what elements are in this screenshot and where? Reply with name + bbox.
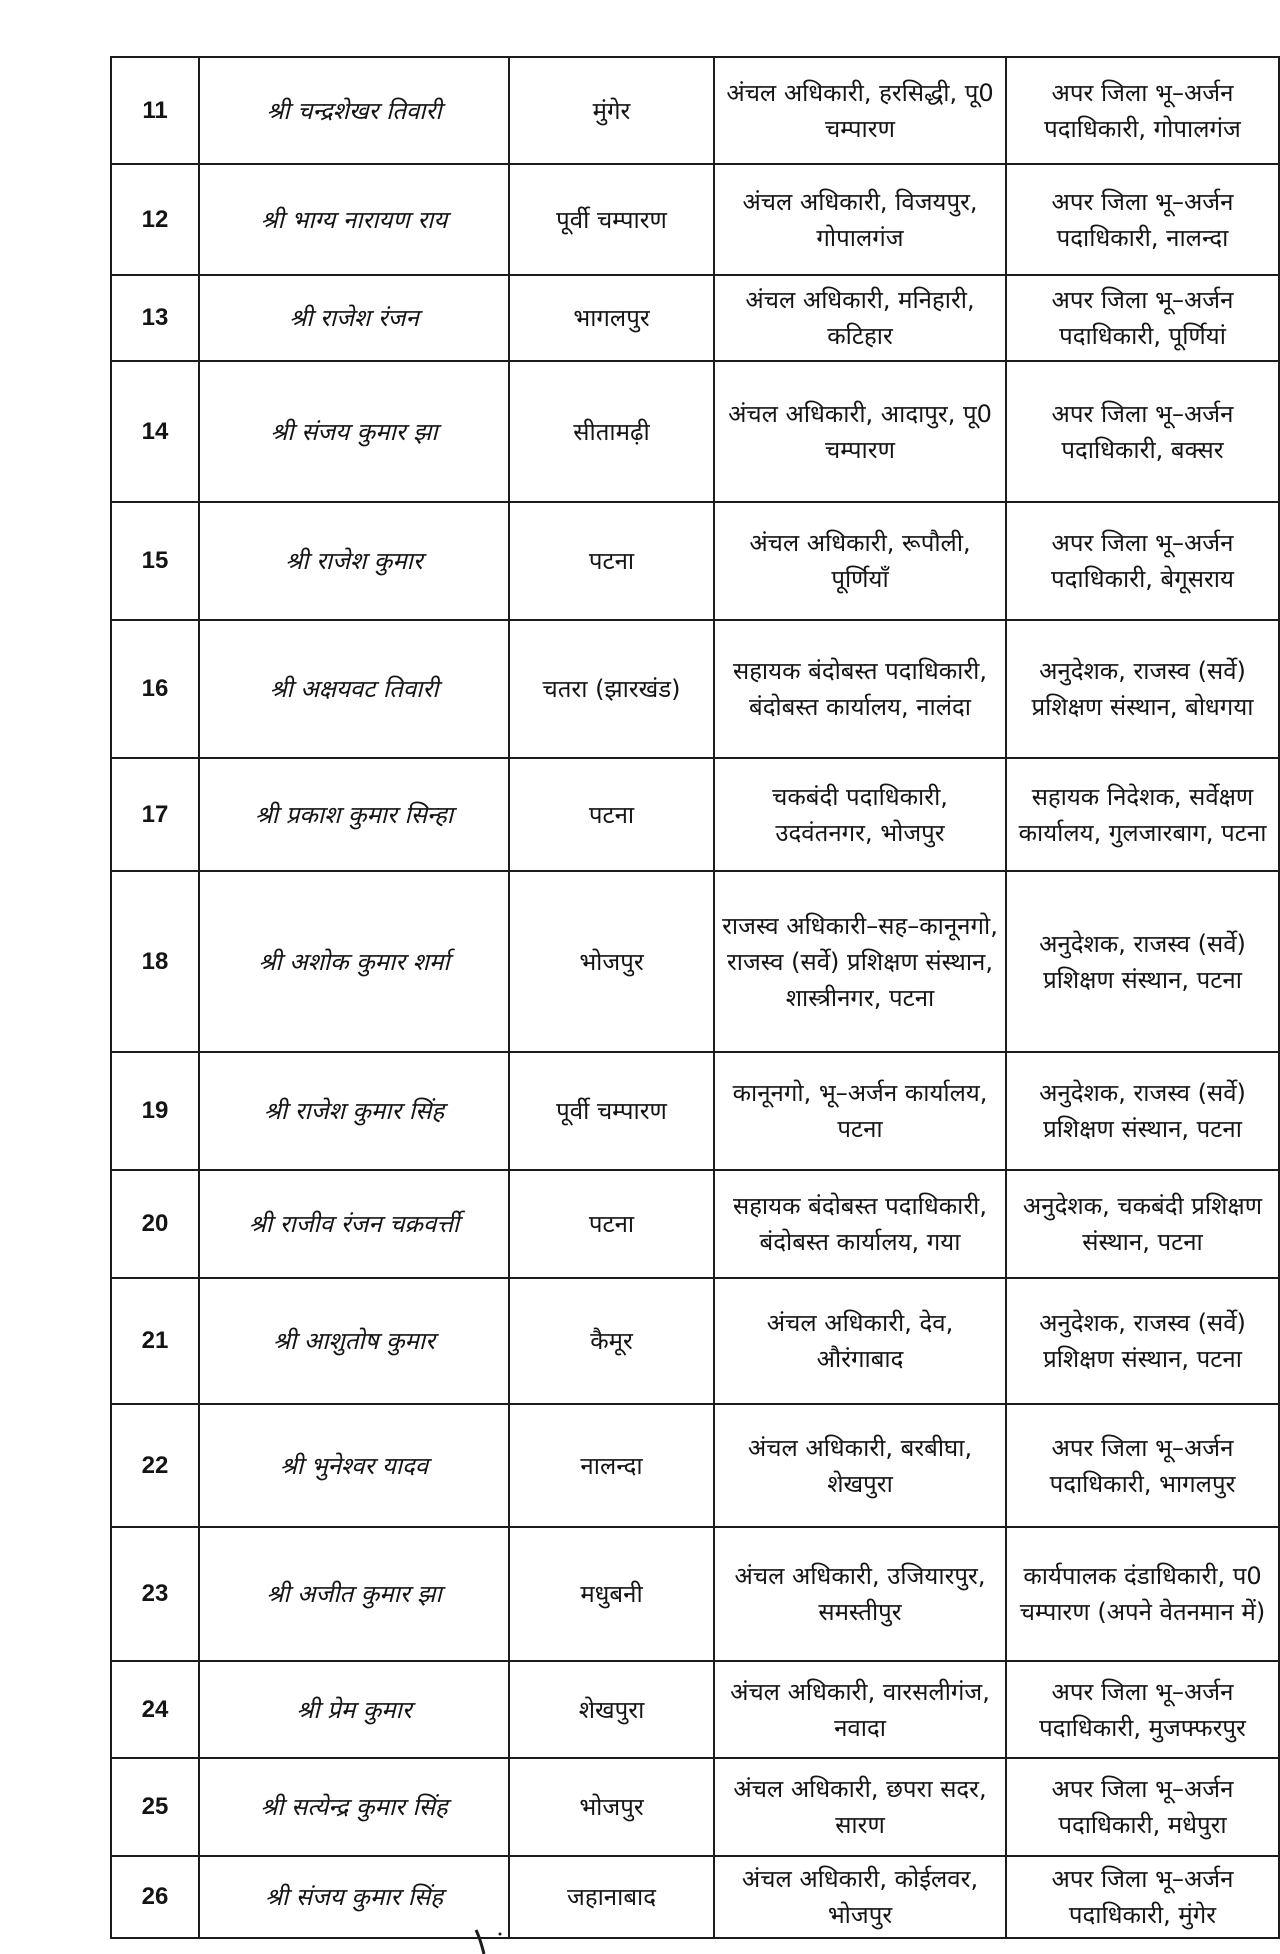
- table-body: [111, 57, 1279, 1938]
- officer-name-cell: श्री राजेश रंजन: [199, 275, 509, 361]
- officer-name-cell: श्री राजेश कुमार: [199, 502, 509, 620]
- transfer-posting-table: [110, 56, 1280, 1939]
- current-posting-cell: अंचल अधिकारी, उजियारपुर, समस्तीपुर: [714, 1527, 1006, 1661]
- officer-name-cell: श्री प्रकाश कुमार सिन्हा: [199, 758, 509, 871]
- current-posting-cell: सहायक बंदोबस्त पदाधिकारी, बंदोबस्त कार्यालय, नालंदा: [714, 620, 1006, 758]
- current-posting-cell: अंचल अधिकारी, मनिहारी, कटिहार: [714, 275, 1006, 361]
- new-posting-cell: अपर जिला भू–अर्जन पदाधिकारी, नालन्दा: [1006, 164, 1279, 275]
- officer-name-cell: श्री संजय कुमार झा: [199, 361, 509, 502]
- current-posting-cell: चकबंदी पदाधिकारी, उदवंतनगर, भोजपुर: [714, 758, 1006, 871]
- officer-name-cell: श्री अशोक कुमार शर्मा: [199, 871, 509, 1052]
- home-district-cell: मुंगेर: [509, 57, 714, 164]
- home-district-cell: पटना: [509, 502, 714, 620]
- table-row: [111, 57, 1279, 164]
- table-row: [111, 275, 1279, 361]
- home-district-cell: कैमूर: [509, 1278, 714, 1404]
- serial-number-cell: 15: [111, 502, 199, 620]
- home-district-cell: नालन्दा: [509, 1404, 714, 1527]
- current-posting-cell: कानूनगो, भू–अर्जन कार्यालय, पटना: [714, 1052, 1006, 1170]
- table-row: [111, 758, 1279, 871]
- home-district-cell: पूर्वी चम्पारण: [509, 1052, 714, 1170]
- new-posting-cell: अनुदेशक, राजस्व (सर्वे) प्रशिक्षण संस्थान, बोधगया: [1006, 620, 1279, 758]
- home-district-cell: भागलपुर: [509, 275, 714, 361]
- current-posting-cell: अंचल अधिकारी, आदापुर, पू0 चम्पारण: [714, 361, 1006, 502]
- officer-name-cell: श्री संजय कुमार सिंह: [199, 1856, 509, 1938]
- serial-number-cell: 12: [111, 164, 199, 275]
- new-posting-cell: अनुदेशक, चकबंदी प्रशिक्षण संस्थान, पटना: [1006, 1170, 1279, 1278]
- serial-number-cell: 23: [111, 1527, 199, 1661]
- current-posting-cell: अंचल अधिकारी, छपरा सदर, सारण: [714, 1758, 1006, 1856]
- new-posting-cell: अपर जिला भू–अर्जन पदाधिकारी, मधेपुरा: [1006, 1758, 1279, 1856]
- table-row: [111, 164, 1279, 275]
- table-row: [111, 361, 1279, 502]
- table-row: [111, 1758, 1279, 1856]
- table-row: [111, 620, 1279, 758]
- current-posting-cell: अंचल अधिकारी, हरसिद्धी, पू0 चम्पारण: [714, 57, 1006, 164]
- officer-name-cell: श्री भुनेश्वर यादव: [199, 1404, 509, 1527]
- officer-name-cell: श्री भाग्य नारायण राय: [199, 164, 509, 275]
- serial-number-cell: 21: [111, 1278, 199, 1404]
- new-posting-cell: अपर जिला भू–अर्जन पदाधिकारी, गोपालगंज: [1006, 57, 1279, 164]
- new-posting-cell: अपर जिला भू–अर्जन पदाधिकारी, पूर्णियां: [1006, 275, 1279, 361]
- serial-number-cell: 14: [111, 361, 199, 502]
- serial-number-cell: 18: [111, 871, 199, 1052]
- table-row: [111, 871, 1279, 1052]
- home-district-cell: जहानाबाद: [509, 1856, 714, 1938]
- home-district-cell: पटना: [509, 758, 714, 871]
- serial-number-cell: 11: [111, 57, 199, 164]
- table-row: [111, 1278, 1279, 1404]
- table-row: [111, 1404, 1279, 1527]
- home-district-cell: पटना: [509, 1170, 714, 1278]
- current-posting-cell: अंचल अधिकारी, रूपौली, पूर्णियाँ: [714, 502, 1006, 620]
- serial-number-cell: 24: [111, 1661, 199, 1758]
- home-district-cell: सीतामढ़ी: [509, 361, 714, 502]
- new-posting-cell: अनुदेशक, राजस्व (सर्वे) प्रशिक्षण संस्थान, पटना: [1006, 1052, 1279, 1170]
- current-posting-cell: सहायक बंदोबस्त पदाधिकारी, बंदोबस्त कार्यालय, गया: [714, 1170, 1006, 1278]
- home-district-cell: चतरा (झारखंड): [509, 620, 714, 758]
- table-row: [111, 1170, 1279, 1278]
- home-district-cell: मधुबनी: [509, 1527, 714, 1661]
- new-posting-cell: अनुदेशक, राजस्व (सर्वे) प्रशिक्षण संस्थान, पटना: [1006, 1278, 1279, 1404]
- officer-name-cell: श्री सत्येन्द्र कुमार सिंह: [199, 1758, 509, 1856]
- table-row: [111, 1661, 1279, 1758]
- table-row: [111, 1052, 1279, 1170]
- officer-name-cell: श्री राजीव रंजन चक्रवर्त्ती: [199, 1170, 509, 1278]
- officer-name-cell: श्री अक्षयवट तिवारी: [199, 620, 509, 758]
- officer-name-cell: श्री राजेश कुमार सिंह: [199, 1052, 509, 1170]
- officer-name-cell: श्री आशुतोष कुमार: [199, 1278, 509, 1404]
- new-posting-cell: अपर जिला भू–अर्जन पदाधिकारी, भागलपुर: [1006, 1404, 1279, 1527]
- table-row: [111, 1856, 1279, 1938]
- new-posting-cell: अपर जिला भू–अर्जन पदाधिकारी, बक्सर: [1006, 361, 1279, 502]
- table-row: [111, 502, 1279, 620]
- current-posting-cell: अंचल अधिकारी, विजयपुर, गोपालगंज: [714, 164, 1006, 275]
- serial-number-cell: 13: [111, 275, 199, 361]
- home-district-cell: भोजपुर: [509, 1758, 714, 1856]
- new-posting-cell: अपर जिला भू–अर्जन पदाधिकारी, बेगूसराय: [1006, 502, 1279, 620]
- new-posting-cell: सहायक निदेशक, सर्वेक्षण कार्यालय, गुलजारबाग, पटना: [1006, 758, 1279, 871]
- home-district-cell: शेखपुरा: [509, 1661, 714, 1758]
- serial-number-cell: 26: [111, 1856, 199, 1938]
- current-posting-cell: अंचल अधिकारी, देव, औरंगाबाद: [714, 1278, 1006, 1404]
- officer-name-cell: श्री अजीत कुमार झा: [199, 1527, 509, 1661]
- home-district-cell: पूर्वी चम्पारण: [509, 164, 714, 275]
- current-posting-cell: अंचल अधिकारी, बरबीघा, शेखपुरा: [714, 1404, 1006, 1527]
- pen-stroke-mark: [470, 1928, 510, 1954]
- table-row: [111, 1527, 1279, 1661]
- officer-name-cell: श्री चन्द्रशेखर तिवारी: [199, 57, 509, 164]
- new-posting-cell: कार्यपालक दंडाधिकारी, प0 चम्पारण (अपने वेतनमान में): [1006, 1527, 1279, 1661]
- new-posting-cell: अपर जिला भू–अर्जन पदाधिकारी, मुंगेर: [1006, 1856, 1279, 1938]
- serial-number-cell: 20: [111, 1170, 199, 1278]
- new-posting-cell: अपर जिला भू–अर्जन पदाधिकारी, मुजफ्फरपुर: [1006, 1661, 1279, 1758]
- serial-number-cell: 17: [111, 758, 199, 871]
- new-posting-cell: अनुदेशक, राजस्व (सर्वे) प्रशिक्षण संस्थान, पटना: [1006, 871, 1279, 1052]
- officer-name-cell: श्री प्रेम कुमार: [199, 1661, 509, 1758]
- serial-number-cell: 19: [111, 1052, 199, 1170]
- current-posting-cell: राजस्व अधिकारी–सह–कानूनगो, राजस्व (सर्वे) प्रशिक्षण संस्थान, शास्त्रीनगर, पटना: [714, 871, 1006, 1052]
- serial-number-cell: 25: [111, 1758, 199, 1856]
- serial-number-cell: 22: [111, 1404, 199, 1527]
- current-posting-cell: अंचल अधिकारी, कोईलवर, भोजपुर: [714, 1856, 1006, 1938]
- current-posting-cell: अंचल अधिकारी, वारसलीगंज, नवादा: [714, 1661, 1006, 1758]
- serial-number-cell: 16: [111, 620, 199, 758]
- home-district-cell: भोजपुर: [509, 871, 714, 1052]
